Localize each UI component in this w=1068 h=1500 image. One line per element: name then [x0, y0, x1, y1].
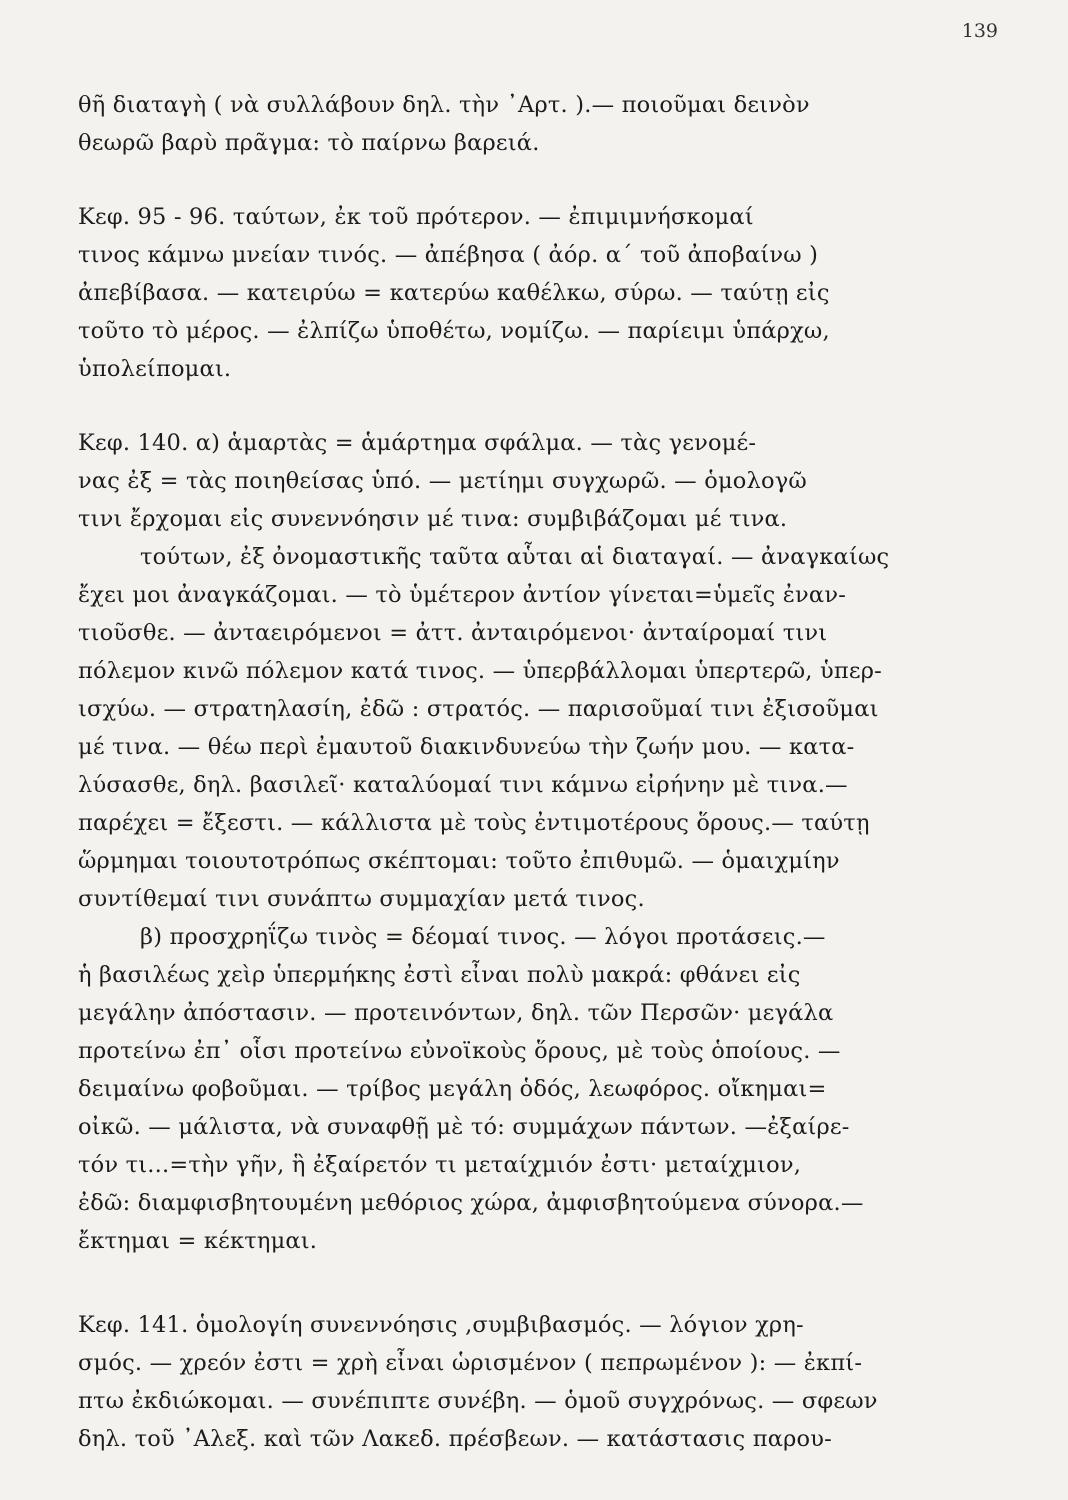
page-body [78, 86, 968, 1458]
page-number: 139 [961, 20, 998, 42]
text-line: ἔχει μοι ἀναγκάζομαι. — τὸ ὑμέτερον ἀντίον γίνεται=ὑμεῖς ἐναν- [78, 582, 846, 608]
text-line: συντίθεμαί τινι συνάπτω συμμαχίαν μετά τινος. [78, 886, 645, 912]
text-line: προτείνω ἐπ᾽ οἷσι προτείνω εὐνοϊκοὺς ὅρους, μὲ τοὺς ὁποίους. — [78, 1038, 841, 1064]
text-line: μεγάλην ἀπόστασιν. — προτεινόντων, δηλ. τῶν Περσῶν· μεγάλα [78, 1000, 834, 1026]
text-line: νας ἐξ = τὰς ποιηθείσας ὑπό. — μετίημι συγχωρῶ. — ὁμολογῶ [78, 468, 807, 494]
text-line: τοῦτο τὸ μέρος. — ἐλπίζω ὑποθέτω, νομίζω. — παρίειμι ὑπάρχω, [78, 318, 830, 344]
text-line: τινος κάμνω μνείαν τινός. — ἀπέβησα ( ἀόρ. α΄ τοῦ ἀποβαίνω ) [78, 242, 819, 268]
text-line: σμός. — χρεόν ἐστι = χρὴ εἶναι ὡρισμένον ( πεπρωμένον ): — ἐκπί- [78, 1350, 863, 1376]
text-line: ἡ βασιλέως χεὶρ ὑπερμήκης ἐστὶ εἶναι πολὺ μακρά: φθάνει εἰς [78, 962, 801, 988]
text-line: δηλ. τοῦ ᾿Αλεξ. καὶ τῶν Λακεδ. πρέσβεων. — κατάστασις παρου- [78, 1426, 832, 1452]
text-line: λύσασθε, δηλ. βασιλεῖ· καταλύομαί τινι κάμνω εἰρήνην μὲ τινα.— [78, 772, 848, 798]
text-line: ἀπεβίβασα. — κατειρύω = κατερύω καθέλκω, σύρω. — ταύτῃ εἰς [78, 280, 830, 306]
text-line: ὑπολείπομαι. [78, 356, 232, 382]
paragraph [78, 86, 968, 162]
paragraph [78, 198, 968, 388]
text-line: παρέχει = ἔξεστι. — κάλλιστα μὲ τοὺς ἐντιμοτέρους ὅρους.— ταύτῃ [78, 810, 870, 836]
text-line: μέ τινα. — θέω περὶ ἐμαυτοῦ διακινδυνεύω τὴν ζωήν μου. — κατα- [78, 734, 855, 760]
text-line: ἔκτημαι = κέκτημαι. [78, 1228, 318, 1254]
text-line: οἰκῶ. — μάλιστα, νὰ συναφθῇ μὲ τό: συμμάχων πάντων. —ἐξαίρε- [78, 1114, 850, 1140]
text-line: τούτων, ἐξ ὀνομαστικῆς ταῦτα αὗται αἱ διαταγαί. — ἀναγκαίως [140, 544, 890, 570]
text-line: δειμαίνω φοβοῦμαι. — τρίβος μεγάλη ὁδός, λεωφόρος. οἴκημαι= [78, 1076, 827, 1102]
text-line: Κεφ. 95 - 96. ταύτων, ἐκ τοῦ πρότερον. — ἐπιμιμνήσκομαί [78, 204, 754, 230]
paragraph [78, 1306, 968, 1458]
paragraph [78, 424, 968, 918]
text-line: θῆ διαταγὴ ( νὰ συλλάβουν δηλ. τὴν ᾿Αρτ. ).— ποιοῦμαι δεινὸν [78, 92, 810, 118]
text-line: Κεφ. 141. ὁμολογίη συνεννόησις ,συμβιβασμός. — λόγιον χρη- [78, 1312, 804, 1338]
text-line: Κεφ. 140. α) ἁμαρτὰς = ἁμάρτημα σφάλμα. — τὰς γενομέ- [78, 430, 757, 456]
text-line: ἐδῶ: διαμφισβητουμένη μεθόριος χώρα, ἀμφισβητούμενα σύνορα.— [78, 1190, 864, 1216]
text-line: πόλεμον κινῶ πόλεμον κατά τινος. — ὑπερβάλλομαι ὑπερτερῶ, ὑπερ- [78, 658, 882, 684]
text-line: τιοῦσθε. — ἀνταειρόμενοι = ἀττ. ἀνταιρόμενοι· ἀνταίρομαί τινι [78, 620, 828, 646]
text-line: τόν τι...=τὴν γῆν, ἣ ἐξαίρετόν τι μεταίχμιόν ἐστι· μεταίχμιον, [78, 1152, 802, 1178]
text-line: θεωρῶ βαρὺ πρᾶγμα: τὸ παίρνω βαρειά. [78, 130, 540, 156]
paragraph [78, 918, 968, 1260]
text-line: β) προσχρηΐζω τινὸς = δέομαί τινος. — λόγοι προτάσεις.— [140, 924, 826, 950]
text-line: τινι ἔρχομαι εἰς συνεννόησιν μέ τινα: συμβιβάζομαι μέ τινα. [78, 506, 788, 532]
text-line: πτω ἐκδιώκομαι. — συνέπιπτε συνέβη. — ὁμοῦ συγχρόνως. — σφεων [78, 1388, 878, 1414]
text-line: ισχύω. — στρατηλασίη, ἐδῶ : στρατός. — παρισοῦμαί τινι ἐξισοῦμαι [78, 696, 879, 722]
text-line: ὥρμημαι τοιουτοτρόπως σκέπτομαι: τοῦτο ἐπιθυμῶ. — ὁμαιχμίην [78, 848, 840, 874]
